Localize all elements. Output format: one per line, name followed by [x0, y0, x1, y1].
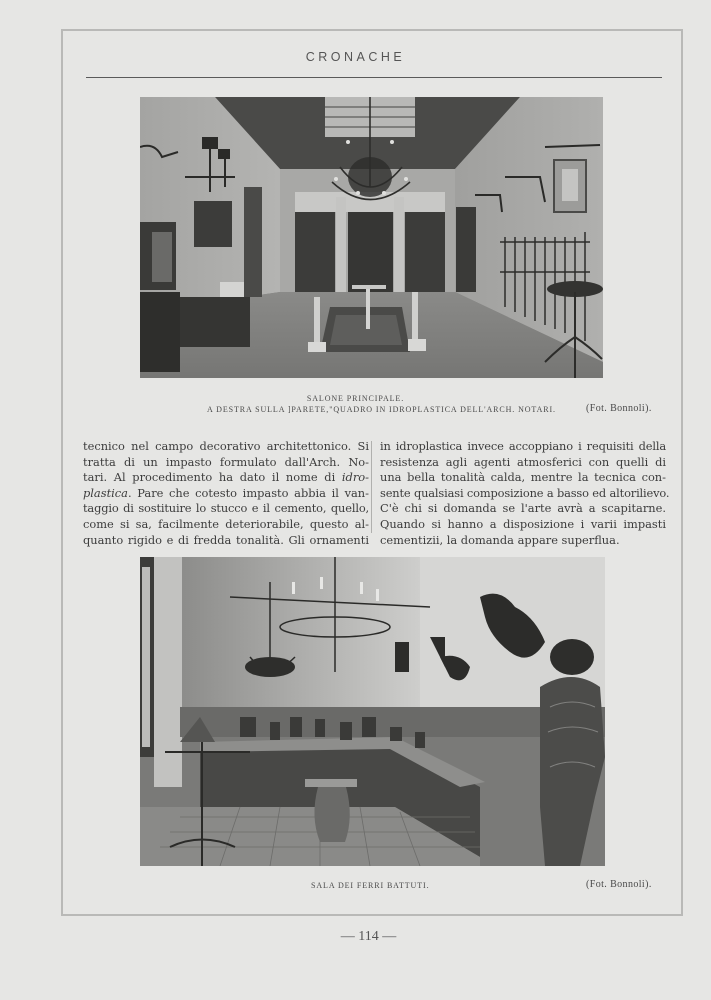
running-head: CRONACHE: [305, 50, 406, 64]
text-line: resistenza agli agenti atmosferici con quelli di: [380, 454, 666, 469]
photo-sala-ferri-image: [140, 557, 605, 866]
column-divider: [371, 441, 372, 533]
photo-salone-image: [140, 97, 603, 378]
text-line: [83, 470, 369, 486]
figure-2-caption-title: SALA DEI FERRI BATTUTI.: [311, 881, 430, 890]
text-line: quanto rigido e di fredda tonalità. Gli ornamenti: [83, 532, 369, 547]
text-line: cementizii, la domanda appare superflua.: [380, 532, 620, 547]
header-rule: [86, 77, 662, 78]
body-column-left: [83, 439, 369, 548]
figure-1-caption-line: A DESTRA SULLA ]PARETE,"QUADRO IN IDROPLASTICA DELL'ARCH. NOTARI.: [207, 405, 556, 414]
text-fragment: tari. Al procedimento ha dato il nome di: [83, 470, 342, 485]
figure-1-photo-credit: (Fot. Bonnoli).: [586, 403, 652, 414]
page-number: — 114 —: [340, 929, 397, 944]
photo-salone-principale: [140, 97, 603, 378]
text-line: C'è chi si domanda se l'arte avrà a scapitarne.: [380, 501, 666, 516]
text-line: sente qualsiasi composizione a basso ed altorilievo.: [380, 485, 670, 500]
body-column-right: [380, 439, 670, 548]
text-line: come si sa, facilmente deteriorabile, questo al-: [83, 516, 369, 531]
figure-1-caption-title: SALONE PRINCIPALE.: [306, 394, 405, 403]
text-line: in idroplastica invece accoppiano i requisiti della: [380, 439, 666, 453]
text-line: Quando si hanno a disposizione i varii impasti: [380, 516, 666, 531]
text-line: tratta di un impasto formulato dall'Arch. No-: [83, 454, 369, 469]
text-line: taggio di sostituire lo stucco e il cemento, quello,: [83, 501, 369, 516]
text-line: [83, 486, 369, 502]
italic-term-idroplastica: idro-: [341, 470, 369, 485]
photo-sala-ferri-battuti: [140, 557, 605, 866]
text-line: tecnico nel campo decorativo architettonico. Si: [83, 439, 369, 453]
italic-term-plastica: plastica: [83, 485, 128, 500]
text-line: una bella tonalità calda, mentre la tecnica con-: [380, 470, 666, 485]
figure-2-photo-credit: (Fot. Bonnoli).: [586, 879, 652, 890]
text-fragment: . Pare che cotesto impasto abbia il van-: [127, 485, 369, 500]
